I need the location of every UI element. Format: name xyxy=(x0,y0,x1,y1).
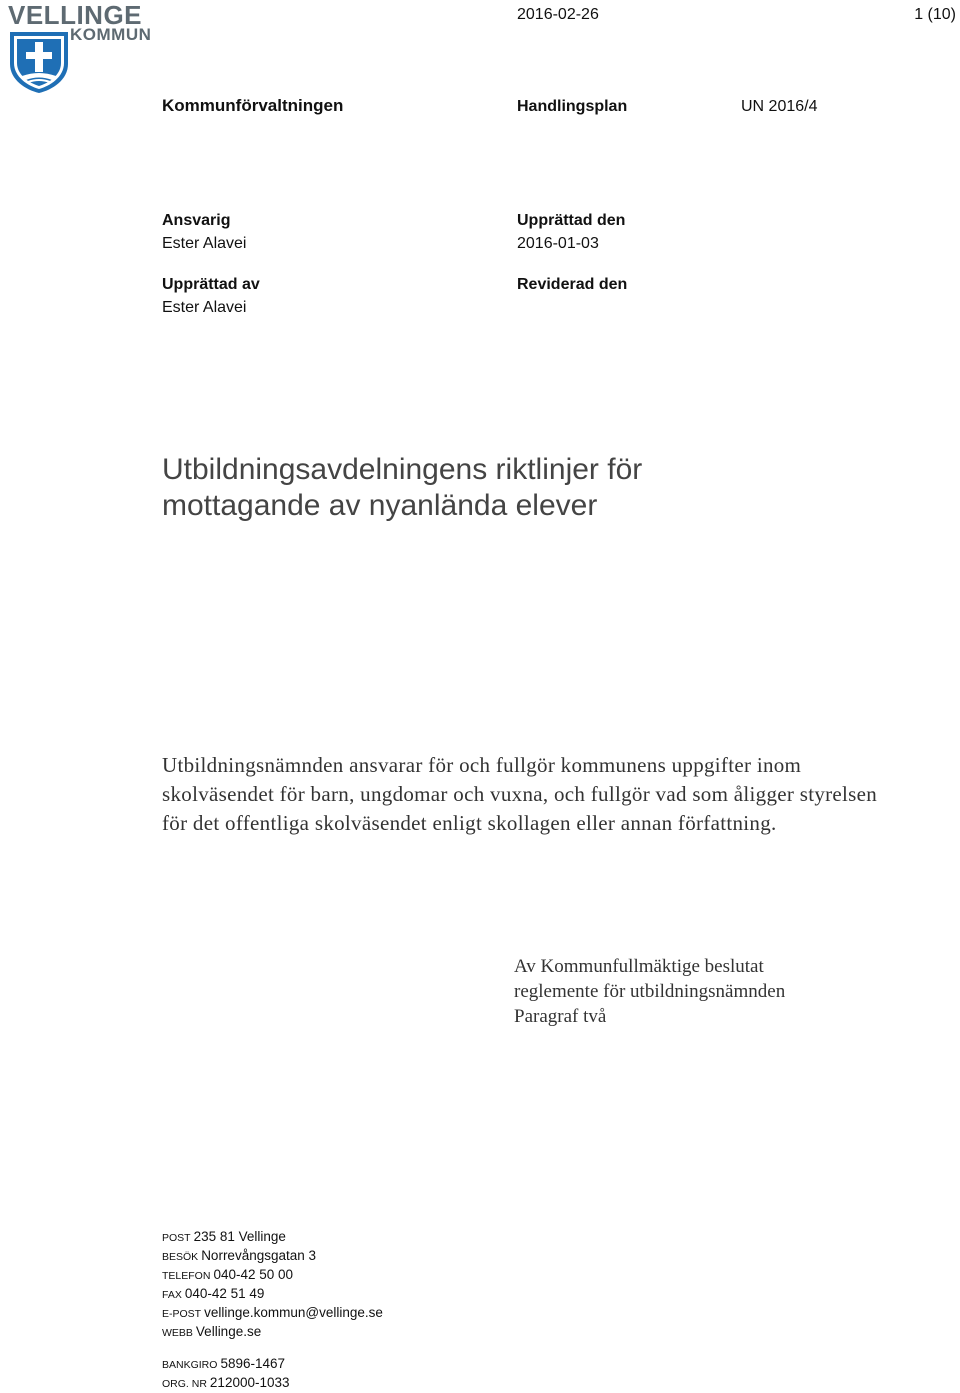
logo-subtitle: KOMMUN xyxy=(70,25,152,44)
footer-contact xyxy=(162,1228,383,1342)
responsible-value: Ester Alavei xyxy=(162,235,247,252)
footer-phone: TELEFON 040-42 50 00 xyxy=(162,1267,294,1282)
created-by-value: Ester Alavei xyxy=(162,299,247,316)
document-title xyxy=(162,452,862,524)
responsible-label: Ansvarig xyxy=(162,212,231,229)
footer-fax: FAX 040-42 51 49 xyxy=(162,1286,265,1301)
footer-visit: BESÖK Norrevångsgatan 3 xyxy=(162,1248,317,1263)
created-on-value: 2016-01-03 xyxy=(517,235,599,252)
document-type: Handlingsplan xyxy=(517,98,628,115)
decision-line-1: Av Kommunfullmäktige beslutat xyxy=(514,956,764,977)
logo-wordmark: VELLINGE xyxy=(8,0,143,30)
title-line-1: Utbildningsavdelningens riktlinjer för xyxy=(162,453,643,486)
document-date: 2016-02-26 xyxy=(517,6,599,23)
decision-block xyxy=(514,954,914,1029)
page-indicator: 1 (10) xyxy=(914,6,956,23)
created-by-label: Upprättad av xyxy=(162,276,260,293)
footer-orgnr: ORG. NR 212000-1033 xyxy=(162,1375,290,1390)
revised-on-label: Reviderad den xyxy=(517,276,628,293)
decision-line-3: Paragraf två xyxy=(514,1006,607,1027)
document-number: UN 2016/4 xyxy=(741,98,818,115)
organization-name: Kommunförvaltningen xyxy=(162,96,344,115)
footer-web: WEBB Vellinge.se xyxy=(162,1324,262,1339)
decision-line-2: reglemente för utbildningsnämnden xyxy=(514,981,786,1002)
footer-email: E-POST vellinge.kommun@vellinge.se xyxy=(162,1305,383,1320)
footer-post: POST 235 81 Vellinge xyxy=(162,1229,286,1244)
footer-bankgiro: BANKGIRO 5896-1467 xyxy=(162,1356,285,1371)
footer-banking xyxy=(162,1355,290,1393)
created-on-label: Upprättad den xyxy=(517,212,626,229)
intro-paragraph: Utbildningsnämnden ansvarar för och fullgör kommunens uppgifter inom skolväsendet för barn, ungdomar och vuxna, och fullgör vad som åligger styrelsen för det offentliga skolväsendet enligt skollagen eller annan författning. xyxy=(162,753,878,835)
municipal-crest-icon xyxy=(8,30,70,94)
title-line-2: mottagande av nyanlända elever xyxy=(162,489,598,522)
